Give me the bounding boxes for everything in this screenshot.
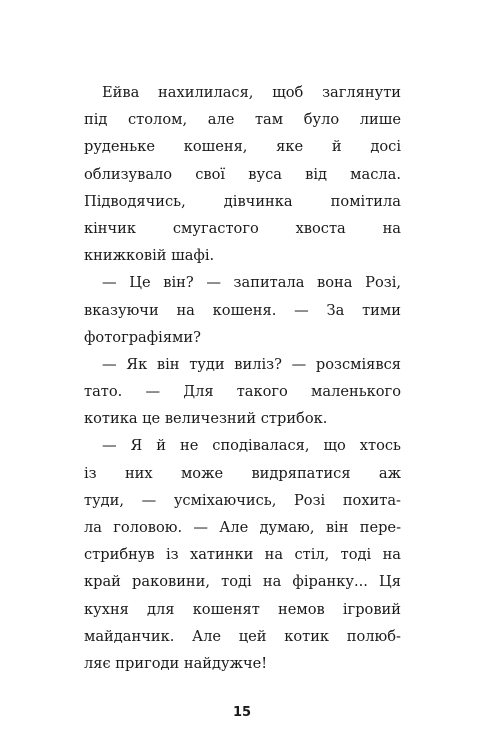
text-line: стрибнув із хатинки на стіл, тоді на: [84, 546, 401, 564]
text-line: тато. — Для такого маленького: [84, 383, 401, 401]
page-number: 15: [232, 705, 252, 720]
text-line: Підводячись, дівчинка помітила: [84, 192, 401, 210]
text-line: кухня для кошенят немов ігровий: [84, 600, 401, 618]
text-line: туди, — усміхаючись, Розі похита-: [84, 491, 401, 509]
text-line: кінчик смугастого хвоста на: [84, 219, 401, 237]
text-line: вказуючи на кошеня. — За тими: [84, 301, 401, 319]
text-line: із них може видряпатися аж: [84, 464, 401, 482]
text-line: облизувало свої вуса від масла.: [84, 165, 401, 183]
text-line: руденьке кошеня, яке й досі: [84, 138, 401, 156]
text-line: Ейва нахилилася, щоб заглянути: [102, 84, 401, 101]
text-line: майданчик. Але цей котик полюб-: [84, 627, 401, 645]
text-line: край раковини, тоді на фіранку... Ця: [84, 573, 401, 591]
text-line: — Це він? — запитала вона Розі,: [102, 274, 401, 292]
text-line: ляє пригоди найдужче!: [84, 654, 268, 672]
text-line: — Я й не сподівалася, що хтось: [102, 437, 401, 455]
text-line: під столом, але там було лише: [84, 111, 401, 129]
text-line: — Як він туди виліз? — розсміявся: [102, 355, 401, 373]
body-text: [84, 79, 401, 677]
text-line: котика це величезний стрибок.: [84, 410, 328, 428]
text-line: книжковій шафі.: [84, 247, 215, 265]
text-line: ла головою. — Але думаю, він пере-: [84, 519, 401, 536]
text-line: фотографіями?: [84, 328, 201, 346]
